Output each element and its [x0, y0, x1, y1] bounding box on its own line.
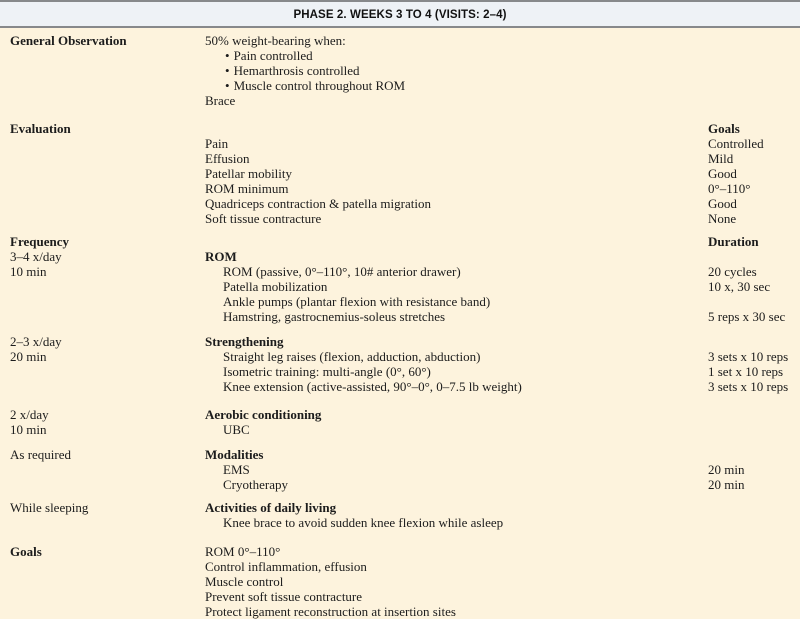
exercise-item: EMS: [223, 462, 250, 477]
evaluation-item: Pain: [205, 136, 229, 151]
table-row: [10, 211, 795, 226]
goals-column-header: Goals: [708, 121, 740, 136]
program-block-adl: [10, 500, 795, 530]
evaluation-item: ROM minimum: [205, 181, 289, 196]
evaluation-goal: 0°–110°: [708, 181, 751, 196]
table-row: [10, 181, 795, 196]
table-row: [10, 500, 795, 515]
table-row: [10, 477, 795, 492]
exercise-item: Knee extension (active-assisted, 90°–0°, 0–7.5 lb weight): [223, 379, 522, 394]
evaluation-goal: Good: [708, 196, 737, 211]
program-block-modalities: [10, 447, 795, 492]
section-general-observation: [10, 33, 795, 108]
bullet-icon: •: [225, 78, 230, 93]
table-row: [10, 515, 795, 530]
goal-item: Control inflammation, effusion: [205, 559, 367, 574]
evaluation-goal: None: [708, 211, 737, 226]
table-row: [10, 136, 795, 151]
evaluation-item: Effusion: [205, 151, 250, 166]
duration-value: 3 sets x 10 reps: [708, 379, 789, 394]
table-row: [10, 379, 795, 394]
section-label: General Observation: [10, 33, 127, 48]
category-label: ROM: [205, 249, 237, 264]
bullet-icon: •: [225, 48, 230, 63]
evaluation-item: Quadriceps contraction & patella migration: [205, 196, 431, 211]
table-row: [10, 559, 795, 574]
frequency-value: 20 min: [10, 349, 47, 364]
goal-item: Prevent soft tissue contracture: [205, 589, 363, 604]
goal-item: Protect ligament reconstruction at insertion sites: [205, 604, 456, 619]
exercise-item: Isometric training: multi-angle (0°, 60°): [223, 364, 431, 379]
duration-value: 1 set x 10 reps: [708, 364, 784, 379]
bullet-item: [205, 63, 708, 78]
table-row: [10, 234, 795, 249]
table-header-band: [0, 2, 800, 26]
observation-intro: 50% weight-bearing when:: [205, 33, 346, 48]
table-row: [10, 589, 795, 604]
duration-value: 5 reps x 30 sec: [708, 309, 786, 324]
duration-value: 3 sets x 10 reps: [708, 349, 789, 364]
exercise-item: Ankle pumps (plantar flexion with resistance band): [223, 294, 491, 309]
table-row: [10, 294, 795, 309]
bullet-icon: •: [225, 63, 230, 78]
program-block-rom: [10, 249, 795, 324]
frequency-value: 10 min: [10, 422, 47, 437]
exercise-item: UBC: [223, 422, 250, 437]
evaluation-goal: Controlled: [708, 136, 764, 151]
frequency-value: 2–3 x/day: [10, 334, 62, 349]
duration-value: 20 min: [708, 477, 745, 492]
frequency-value: 2 x/day: [10, 407, 49, 422]
table-row: [10, 121, 795, 136]
bullet-text: Pain controlled: [233, 48, 313, 63]
evaluation-item: Patellar mobility: [205, 166, 293, 181]
evaluation-item: Soft tissue contracture: [205, 211, 322, 226]
category-label: Aerobic conditioning: [205, 407, 322, 422]
observation-outro: Brace: [205, 93, 236, 108]
table-row: [10, 48, 795, 63]
bullet-item: [205, 48, 708, 63]
table-row: [10, 166, 795, 181]
evaluation-goal: Mild: [708, 151, 734, 166]
table-row: [10, 264, 795, 279]
duration-value: [708, 294, 795, 309]
section-goals: [10, 544, 795, 619]
program-block-aerobic: [10, 407, 795, 437]
table-row: [10, 196, 795, 211]
table-row: [10, 364, 795, 379]
frequency-value: 10 min: [10, 264, 47, 279]
table-row: [10, 309, 795, 324]
duration-column-header: Duration: [708, 234, 759, 249]
frequency-value: While sleeping: [10, 500, 89, 515]
table-title: PHASE 2. WEEKS 3 TO 4 (VISITS: 2–4): [293, 7, 507, 21]
duration-value: 20 cycles: [708, 264, 757, 279]
table-row: [10, 78, 795, 93]
table-row: [10, 422, 795, 437]
section-label: Goals: [10, 544, 42, 559]
section-label: Evaluation: [10, 121, 71, 136]
duration-value: 10 x, 30 sec: [708, 279, 771, 294]
goal-item: Muscle control: [205, 574, 284, 589]
table-body: [0, 28, 800, 619]
exercise-item: Straight leg raises (flexion, adduction, abduction): [223, 349, 481, 364]
table-row: [10, 93, 795, 108]
table-row: [10, 279, 795, 294]
category-label: Activities of daily living: [205, 500, 337, 515]
empty-cell: [708, 33, 795, 48]
goal-item: ROM 0°–110°: [205, 544, 281, 559]
exercise-item: Patella mobilization: [223, 279, 328, 294]
table-row: [10, 462, 795, 477]
exercise-item: ROM (passive, 0°–110°, 10# anterior drawer): [223, 264, 461, 279]
table-row: [10, 151, 795, 166]
section-evaluation: [10, 121, 795, 226]
table-row: [10, 604, 795, 619]
category-label: Strengthening: [205, 334, 284, 349]
bullet-item: [205, 78, 708, 93]
exercise-item: Hamstring, gastrocnemius-soleus stretches: [223, 309, 446, 324]
table-row: [10, 33, 795, 48]
exercise-item: Knee brace to avoid sudden knee flexion while asleep: [223, 515, 504, 530]
table-row: [10, 407, 795, 422]
table-row: [10, 544, 795, 559]
frequency-value: As required: [10, 447, 72, 462]
table-row: [10, 574, 795, 589]
frequency-value: 3–4 x/day: [10, 249, 62, 264]
program-block-strengthening: [10, 334, 795, 394]
table-row: [10, 63, 795, 78]
evaluation-goal: Good: [708, 166, 737, 181]
table-row: [10, 249, 795, 264]
table-row: [10, 349, 795, 364]
frequency-column-header: Frequency: [10, 234, 69, 249]
table-row: [10, 334, 795, 349]
duration-value: 20 min: [708, 462, 745, 477]
category-label: Modalities: [205, 447, 264, 462]
bullet-text: Muscle control throughout ROM: [233, 78, 406, 93]
section-program: [10, 234, 795, 530]
table-row: [10, 447, 795, 462]
bullet-text: Hemarthrosis controlled: [233, 63, 360, 78]
exercise-item: Cryotherapy: [223, 477, 288, 492]
